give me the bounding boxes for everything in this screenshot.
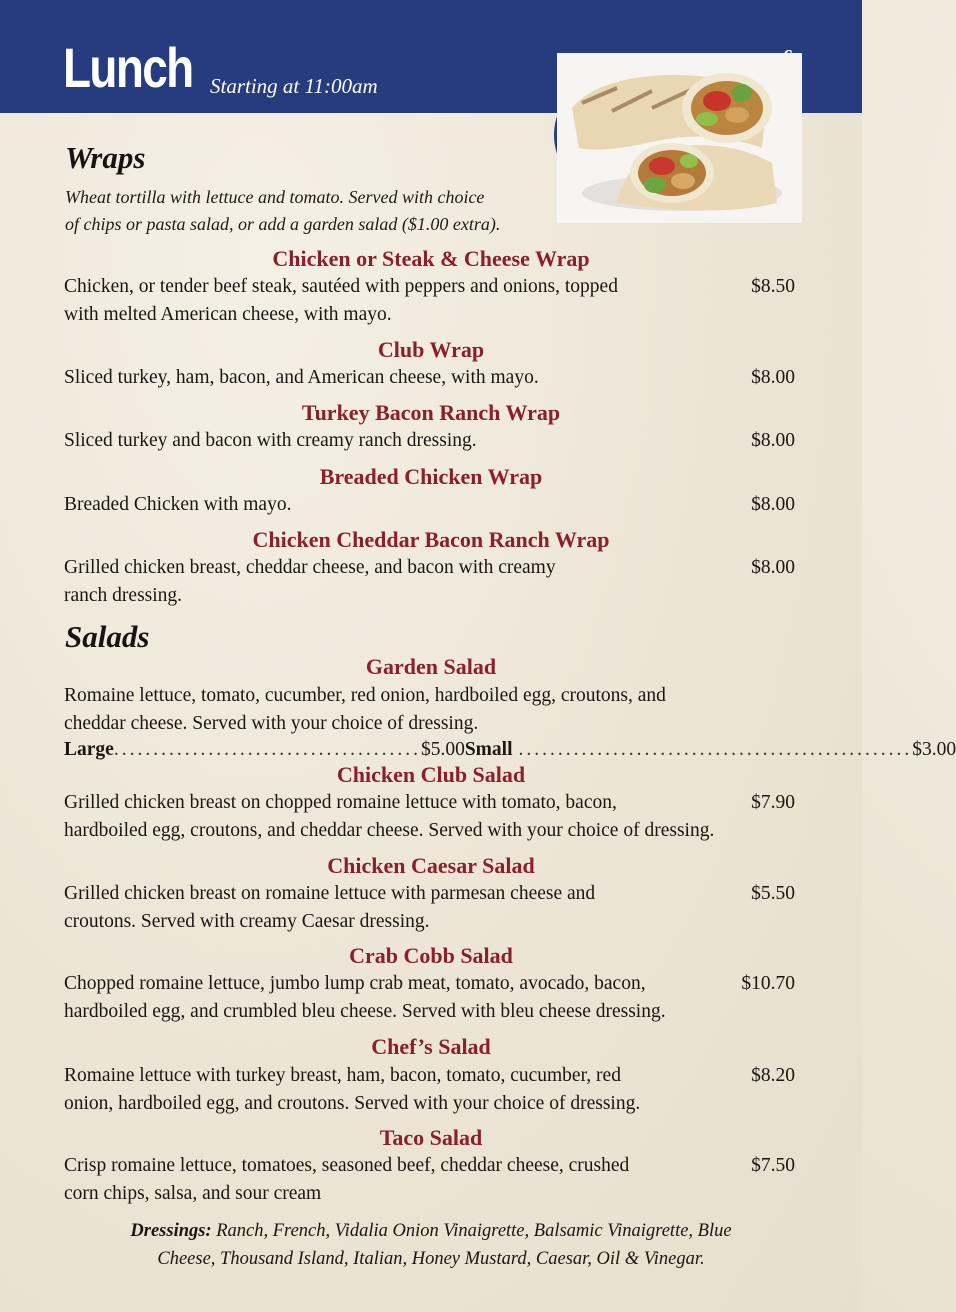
dot-leader: ....................................... bbox=[113, 739, 421, 760]
menu-item-description-line: Breaded Chicken with mayo. bbox=[64, 494, 292, 515]
dressings-list-line: Ranch, French, Vidalia Onion Vinaigrette, Balsamic Vinaigrette, Blue bbox=[216, 1221, 732, 1241]
menu-item-description-line: onion, hardboiled egg, and croutons. Served with your choice of dressing. bbox=[64, 1093, 641, 1114]
menu-item-price: $7.50 bbox=[751, 1155, 795, 1176]
menu-item-title: Chicken Caesar Salad bbox=[327, 853, 535, 878]
menu-item-description-line: Romaine lettuce with turkey breast, ham, bacon, tomato, cucumber, red bbox=[64, 1065, 621, 1086]
menu-item-description-line: cheddar cheese. Served with your choice of dressing. bbox=[64, 713, 479, 734]
menu-item-description bbox=[64, 554, 556, 610]
menu-item-description-line: Crisp romaine lettuce, tomatoes, seasoned beef, cheddar cheese, crushed bbox=[64, 1155, 630, 1176]
wraps-heading: Wraps bbox=[65, 140, 146, 175]
menu-item-description-line: Grilled chicken breast on romaine lettuce with parmesan cheese and bbox=[64, 883, 596, 904]
menu-item-title: Chicken or Steak & Cheese Wrap bbox=[272, 246, 590, 271]
menu-item-price: $8.50 bbox=[751, 276, 795, 297]
menu-item-title: Crab Cobb Salad bbox=[349, 943, 513, 968]
dressings-list-line: Cheese, Thousand Island, Italian, Honey Mustard, Caesar, Oil & Vinegar. bbox=[157, 1249, 705, 1269]
wrap-photo bbox=[554, 50, 799, 220]
menu-item-title: Turkey Bacon Ranch Wrap bbox=[301, 400, 561, 425]
menu-item-description-line: Grilled chicken breast, cheddar cheese, and bacon with creamy bbox=[64, 557, 556, 578]
menu-item-description bbox=[64, 1062, 640, 1118]
size-large-label: Large bbox=[64, 739, 114, 760]
menu-item-title: Chicken Club Salad bbox=[336, 762, 526, 787]
menu-item-title: Garden Salad bbox=[365, 654, 497, 679]
menu-item-description bbox=[64, 364, 539, 392]
menu-item-price: $8.00 bbox=[751, 430, 795, 451]
menu-item-description bbox=[64, 682, 666, 738]
menu-item-description-line: ranch dressing. bbox=[64, 585, 183, 606]
menu-item-price: $7.90 bbox=[751, 792, 795, 813]
menu-item-title: Chicken Cheddar Bacon Ranch Wrap bbox=[252, 527, 610, 552]
dot-leader: .................................................. bbox=[518, 739, 913, 760]
dressings-label: Dressings: bbox=[130, 1221, 212, 1241]
menu-item-description-line: Grilled chicken breast on chopped romaine lettuce with tomato, bacon, bbox=[64, 792, 617, 813]
menu-item-title: Chef’s Salad bbox=[371, 1034, 491, 1059]
menu-item-description-line: Sliced turkey, ham, bacon, and American cheese, with mayo. bbox=[64, 367, 539, 388]
menu-item-description bbox=[64, 880, 595, 936]
menu-item-description bbox=[64, 1152, 629, 1208]
menu-item-description-line: hardboiled egg, and crumbled bleu cheese. Served with bleu cheese dressing. bbox=[64, 1001, 666, 1022]
menu-item-price: $8.20 bbox=[751, 1065, 795, 1086]
menu-item-price: $8.00 bbox=[751, 367, 795, 388]
size-small-price: $3.00 bbox=[912, 739, 956, 760]
wraps-note bbox=[65, 184, 565, 238]
menu-item-description bbox=[64, 789, 714, 845]
menu-item-title: Breaded Chicken Wrap bbox=[319, 464, 543, 489]
menu-item-price: $8.00 bbox=[751, 494, 795, 515]
menu-item-description bbox=[64, 491, 291, 519]
menu-item-description bbox=[64, 427, 477, 455]
page-subtitle: Starting at 11:00am bbox=[210, 74, 378, 98]
menu-item-title: Club Wrap bbox=[377, 337, 485, 362]
dressings-note bbox=[70, 1217, 792, 1273]
menu-item-description-line: Romaine lettuce, tomato, cucumber, red onion, hardboiled egg, croutons, and bbox=[64, 685, 666, 706]
menu-item-description-line: hardboiled egg, croutons, and cheddar cheese. Served with your choice of dressing. bbox=[64, 820, 715, 841]
menu-item-description-line: with melted American cheese, with mayo. bbox=[64, 304, 392, 325]
menu-item-price: $10.70 bbox=[741, 973, 795, 994]
wraps-note-line: of chips or pasta salad, or add a garden salad ($1.00 extra). bbox=[65, 214, 501, 234]
menu-item-price: $8.00 bbox=[751, 557, 795, 578]
menu-item-description-line: Chopped romaine lettuce, jumbo lump crab meat, tomato, avocado, bacon, bbox=[64, 973, 646, 994]
size-small-label: Small bbox=[464, 739, 513, 760]
size-price-row bbox=[64, 736, 956, 764]
size-large-price: $5.00 bbox=[420, 739, 465, 760]
menu-item-title: Taco Salad bbox=[379, 1125, 483, 1150]
menu-item-description-line: croutons. Served with creamy Caesar dressing. bbox=[64, 911, 430, 932]
salads-heading: Salads bbox=[65, 619, 150, 654]
menu-item-description-line: corn chips, salsa, and sour cream bbox=[64, 1183, 322, 1204]
menu-item-description bbox=[64, 273, 618, 329]
menu-item-price: $5.50 bbox=[751, 883, 795, 904]
wraps-note-line: Wheat tortilla with lettuce and tomato. Served with choice bbox=[65, 187, 485, 207]
page-title: Lunch bbox=[63, 36, 193, 99]
menu-item-description-line: Chicken, or tender beef steak, sautéed with peppers and onions, topped bbox=[64, 276, 618, 297]
menu-item-description bbox=[64, 970, 666, 1026]
menu-item-description-line: Sliced turkey and bacon with creamy ranch dressing. bbox=[64, 430, 477, 451]
